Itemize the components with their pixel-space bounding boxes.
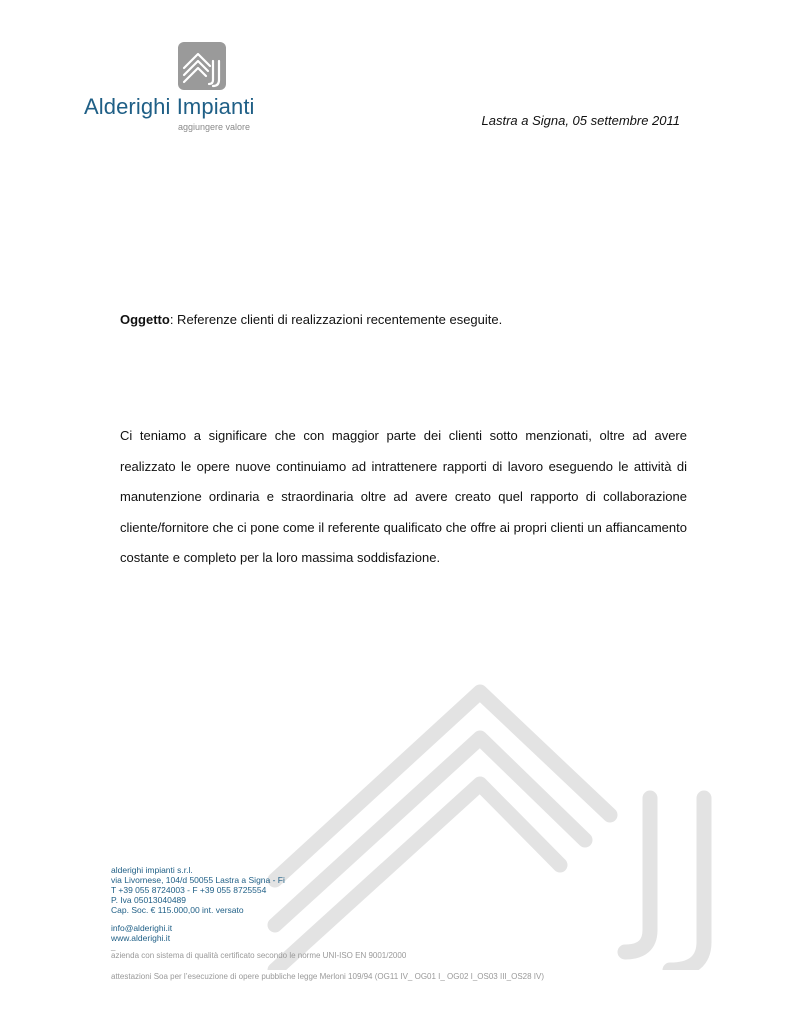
- subject-text: : Referenze clienti di realizzazioni recentemente eseguite.: [169, 312, 503, 327]
- footer-email[interactable]: info@alderighi.it: [111, 923, 173, 933]
- letter-subject: [120, 312, 502, 327]
- logo-name: Alderighi Impianti: [84, 94, 255, 119]
- letter-body: Ci teniamo a significare che con maggior parte dei clienti sotto menzionati, oltre ad avere realizzato le opere nuove continuiamo ad intrattenere rapporti di lavoro eseguendo le attività di manutenzione ordinaria e straordinaria oltre ad avere creato quel rapporto di collaborazione cliente/fornitore che ci pone come il referente qualificato che offre ai propri clienti un affiancamento costante e completo per la loro massima soddisfazione.: [120, 428, 687, 565]
- footer-soa: attestazioni Soa per l’esecuzione di opere pubbliche legge Merloni 109/94 (OG11 IV_ OG01 I_ OG02 I_OS03 III_OS28 IV): [111, 972, 544, 981]
- logo-tagline: aggiungere valore: [178, 122, 251, 132]
- footer-company: alderighi impianti s.r.l.: [111, 865, 193, 875]
- subject-label: Oggetto: [120, 312, 170, 327]
- footer-separator: _: [111, 942, 116, 951]
- footer-certification: azienda con sistema di qualità certificato secondo le norme UNI-ISO EN 9001/2000: [111, 951, 407, 960]
- footer-phone: T +39 055 8724003 - F +39 055 8725554: [111, 885, 267, 895]
- footer-website[interactable]: www.alderighi.it: [111, 933, 171, 943]
- company-logo: [84, 42, 274, 137]
- footer-contacts: [111, 865, 631, 943]
- footer-address: via Livornese, 104/d 50055 Lastra a Signa - Fi: [111, 875, 285, 885]
- footer: [111, 865, 631, 982]
- footer-capital: Cap. Soc. € 115.000,00 int. versato: [111, 905, 244, 915]
- alderighi-monogram-icon: [178, 42, 226, 90]
- letter-date: Lastra a Signa, 05 settembre 2011: [481, 113, 680, 128]
- footer-vat: P. Iva 05013040489: [111, 895, 186, 905]
